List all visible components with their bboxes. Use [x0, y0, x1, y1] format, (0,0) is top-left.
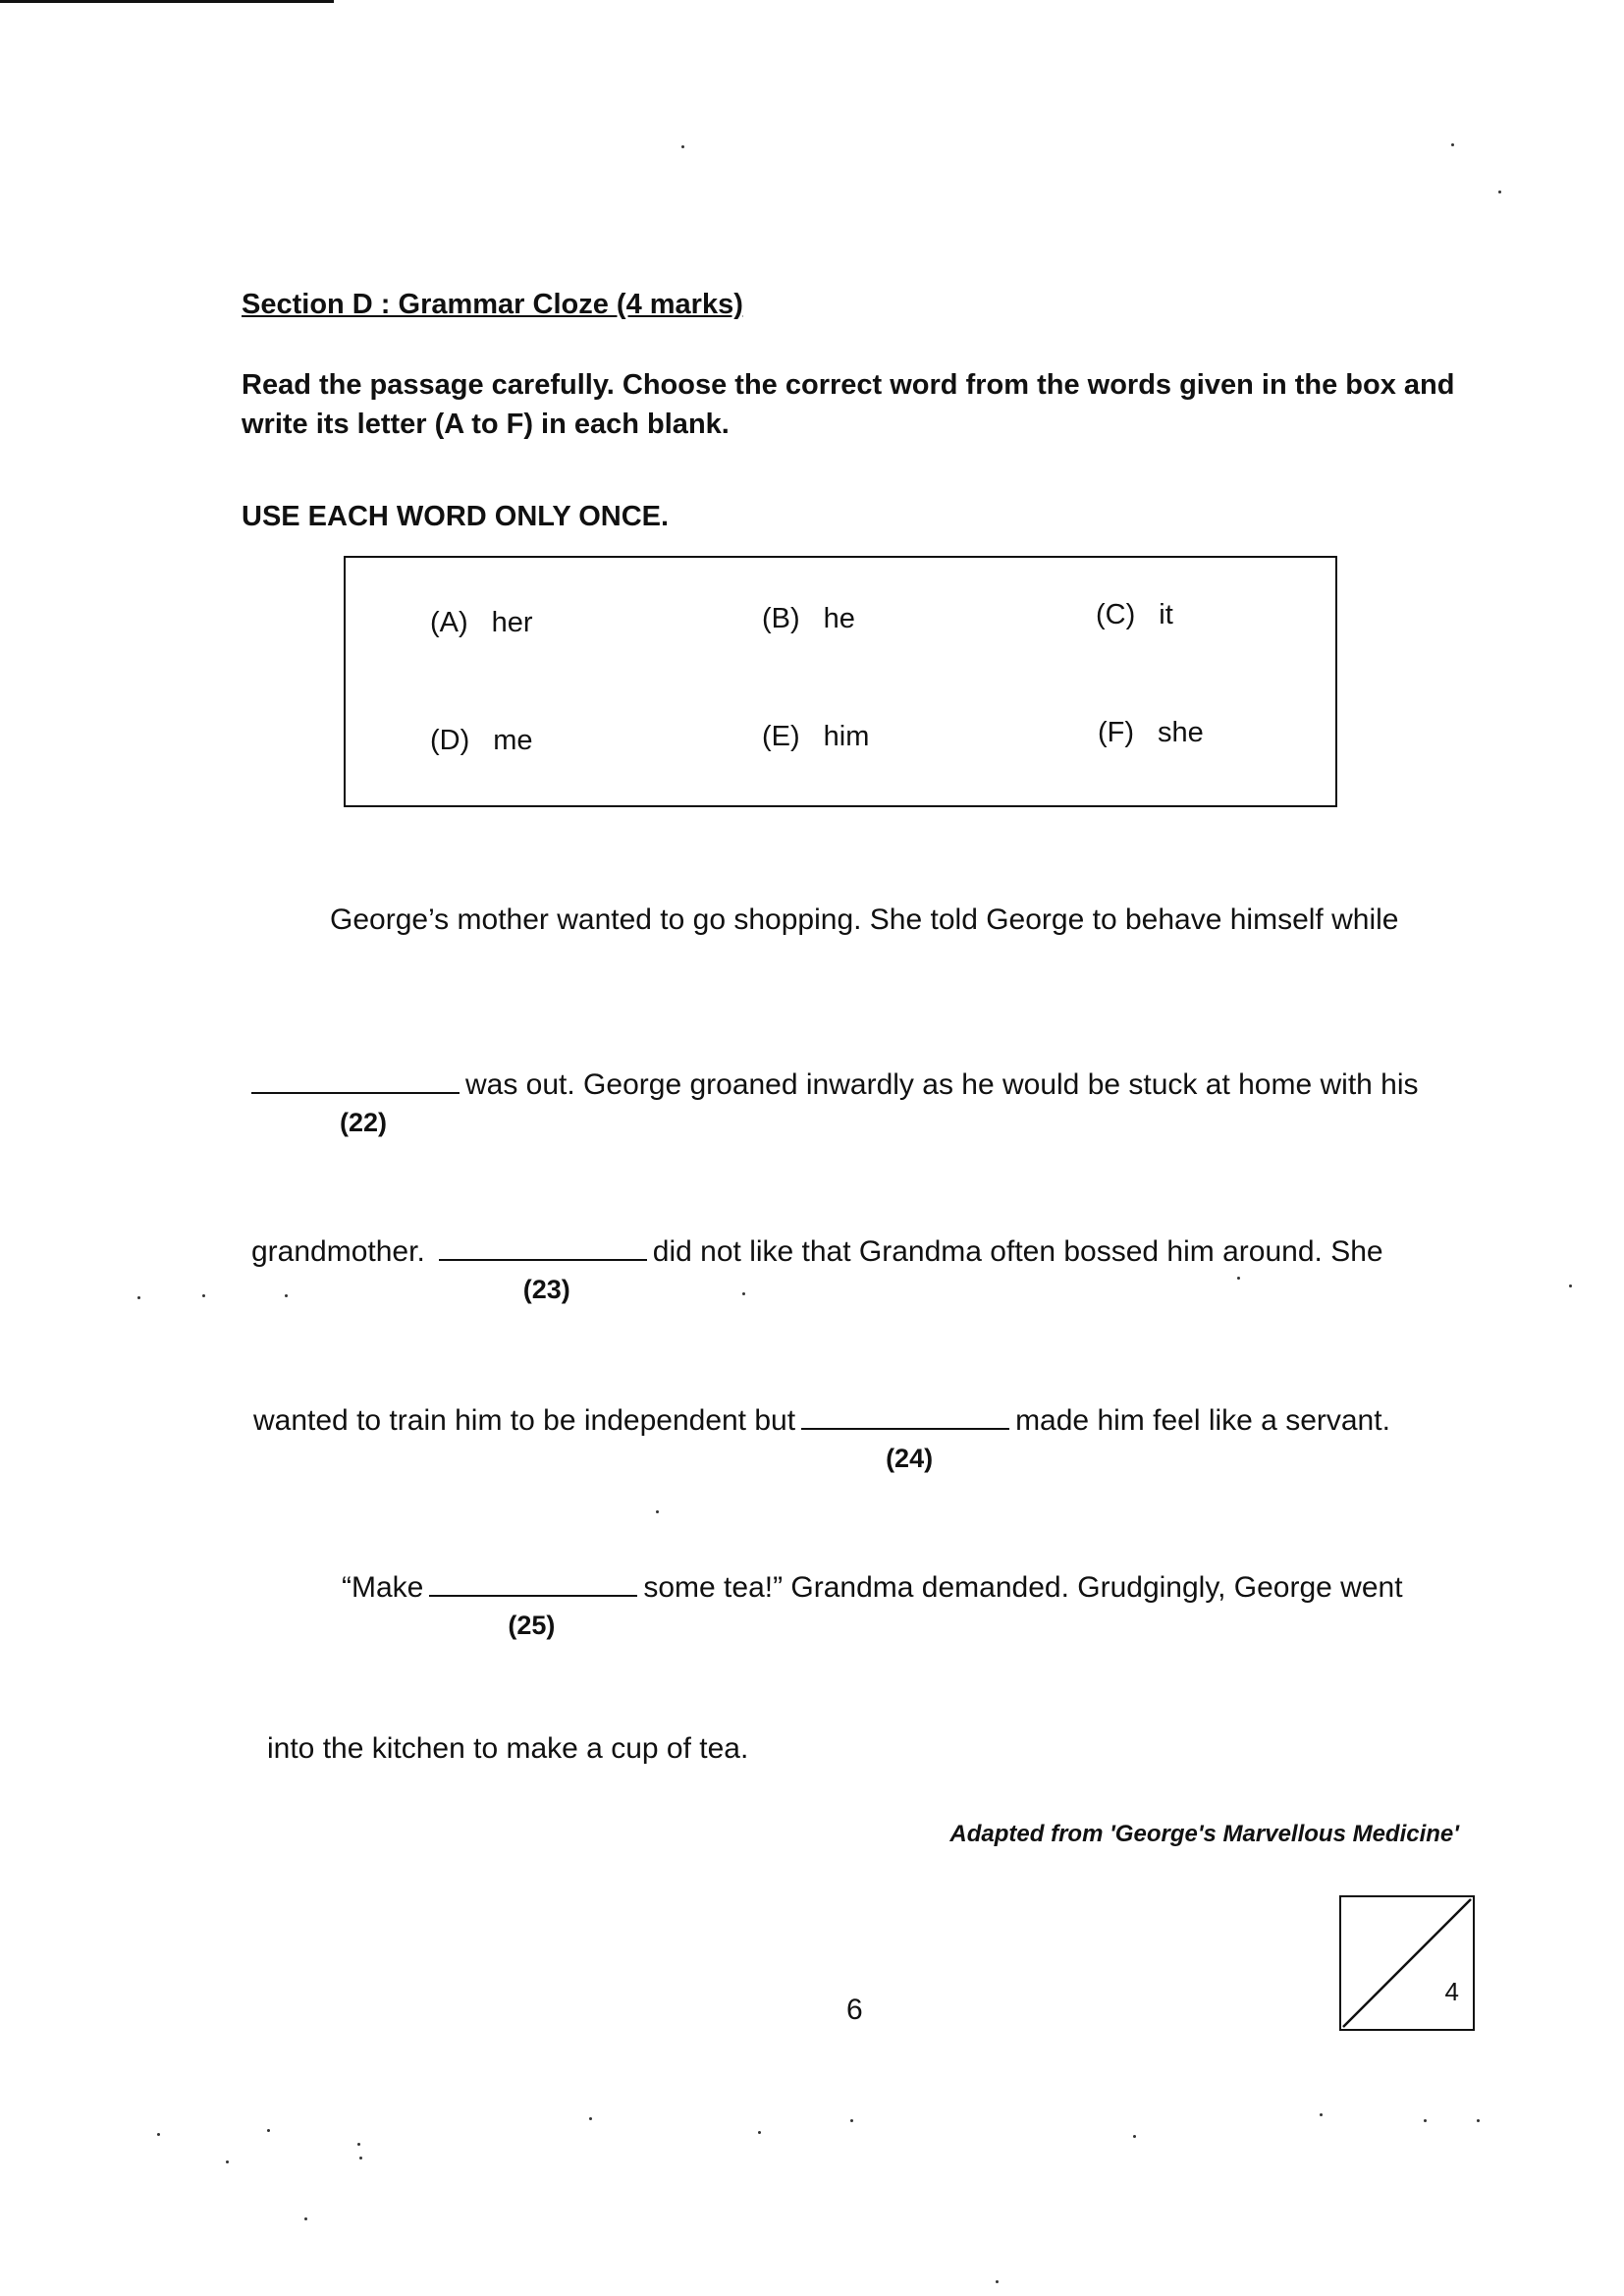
- scan-speck: [1424, 2119, 1427, 2122]
- top-rule: [0, 0, 334, 3]
- passage-line-1: George’s mother wanted to go shopping. She told George to behave himself while: [330, 903, 1399, 936]
- option-word: she: [1158, 717, 1204, 748]
- scan-speck: [357, 2143, 360, 2146]
- passage-text: was out. George groaned inwardly as he would be stuck at home with his: [465, 1068, 1419, 1101]
- option-letter: (C): [1096, 599, 1136, 630]
- option-letter: (B): [762, 603, 800, 634]
- passage-text: wanted to train him to be independent but: [253, 1404, 796, 1437]
- passage-line-5: [342, 1567, 1403, 1640]
- scan-speck: [285, 1294, 288, 1297]
- option-c: [1096, 599, 1173, 631]
- option-f: [1098, 717, 1204, 749]
- option-word: her: [491, 607, 533, 638]
- passage-line-4: [253, 1400, 1390, 1473]
- scan-speck: [304, 2217, 307, 2220]
- passage-line-2: [251, 1065, 1419, 1137]
- question-number: (25): [508, 1611, 556, 1640]
- page-number: 6: [846, 1994, 863, 2026]
- scan-speck: [996, 2280, 999, 2283]
- passage-line-3: [251, 1231, 1383, 1304]
- passage-text: some tea!” Grandma demanded. Grudgingly, George went: [643, 1571, 1403, 1604]
- option-word: he: [823, 603, 855, 634]
- blank-25[interactable]: [429, 1567, 637, 1640]
- scan-speck: [681, 145, 684, 148]
- passage-text: did not like that Grandma often bossed him around. She: [652, 1235, 1383, 1268]
- option-word: me: [493, 725, 533, 756]
- option-d: [430, 725, 533, 757]
- question-number: (23): [522, 1275, 570, 1304]
- blank-24[interactable]: [801, 1400, 1009, 1473]
- section-title: Section D : Grammar Cloze (4 marks): [242, 289, 743, 320]
- blank-23[interactable]: [439, 1231, 647, 1304]
- scan-speck: [267, 2129, 270, 2132]
- scan-speck: [1498, 191, 1501, 193]
- scan-speck: [359, 2157, 362, 2159]
- scan-speck: [1451, 143, 1454, 146]
- scan-speck: [656, 1510, 659, 1513]
- scan-speck: [1477, 2119, 1480, 2122]
- scan-speck: [1569, 1285, 1572, 1287]
- mark-total: 4: [1444, 1977, 1459, 2006]
- scan-speck: [589, 2117, 592, 2120]
- scan-speck: [202, 1294, 205, 1297]
- scan-speck: [157, 2133, 160, 2136]
- scan-speck: [1320, 2113, 1323, 2116]
- scan-speck: [1133, 2135, 1136, 2138]
- passage-line-6: into the kitchen to make a cup of tea.: [267, 1732, 749, 1765]
- option-b: [762, 603, 855, 635]
- question-number: (24): [886, 1444, 934, 1473]
- scan-speck: [758, 2131, 761, 2134]
- scan-speck: [226, 2160, 229, 2163]
- instructions: Read the passage carefully. Choose the correct word from the words given in the box and write its letter (A to F) in each blank.: [242, 369, 1455, 440]
- option-word: him: [823, 721, 870, 752]
- diagonal-slash: [1341, 1897, 1473, 2029]
- use-once-note: USE EACH WORD ONLY ONCE.: [242, 501, 670, 532]
- option-letter: (E): [762, 721, 800, 752]
- blank-22[interactable]: [251, 1065, 460, 1137]
- scan-speck: [850, 2119, 853, 2122]
- source-credit: Adapted from 'George's Marvellous Medicine': [949, 1821, 1459, 1847]
- question-number: (22): [340, 1108, 388, 1137]
- passage-text: made him feel like a servant.: [1015, 1404, 1390, 1437]
- mark-box: [1339, 1895, 1475, 2031]
- option-letter: (F): [1098, 717, 1135, 748]
- option-letter: (D): [430, 725, 470, 756]
- option-letter: (A): [430, 607, 468, 638]
- scan-speck: [137, 1296, 140, 1299]
- scan-speck: [1237, 1277, 1240, 1280]
- option-word: it: [1159, 599, 1173, 630]
- option-e: [762, 721, 869, 753]
- passage-text: “Make: [342, 1571, 424, 1604]
- word-box: [344, 556, 1337, 807]
- scan-speck: [742, 1292, 745, 1295]
- option-a: [430, 607, 533, 639]
- passage-text: grandmother.: [251, 1235, 425, 1268]
